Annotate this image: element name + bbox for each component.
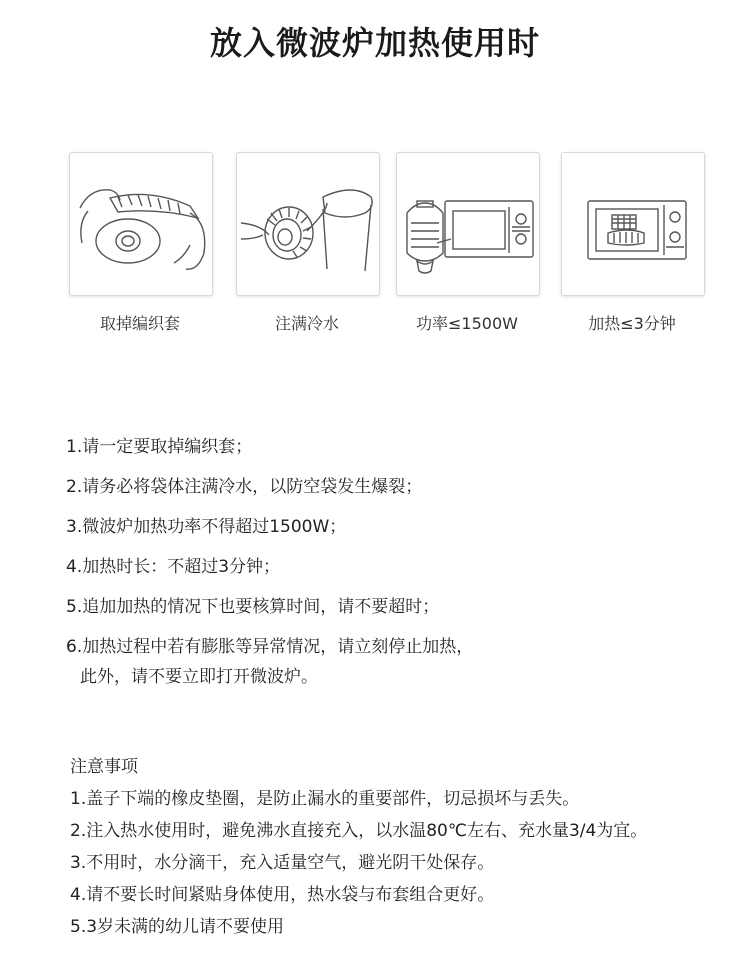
note-item: 2.注入热水使用时，避免沸水直接充入，以水温80℃左右、充水量3/4为宜。 (70, 821, 648, 841)
fill-cold-water-icon (237, 153, 379, 295)
card-caption: 注满冷水 (274, 314, 339, 333)
card-caption: 取掉编织套 (99, 314, 180, 333)
card-power (396, 152, 540, 296)
note-item: 5.3岁未满的幼儿请不要使用 (70, 917, 285, 937)
step-item: 1.请一定要取掉编织套； (66, 437, 253, 457)
card-caption: 加热≤3分钟 (588, 314, 676, 333)
note-item: 4.请不要长时间紧贴身体使用，热水袋与布套组合更好。 (70, 885, 495, 905)
step-item: 5.追加加热的情况下也要核算时间，请不要超时； (66, 597, 440, 617)
note-item: 1.盖子下端的橡皮垫圈，是防止漏水的重要部件，切忌损坏与丢失。 (70, 789, 580, 809)
step-item-multiline (66, 636, 726, 688)
remove-knit-cover-icon (70, 153, 212, 295)
microwave-power-icon (397, 153, 539, 295)
step-item: 2.请务必将袋体注满冷水，以防空袋发生爆裂； (66, 477, 423, 497)
note-item: 3.不用时，水分滴干，充入适量空气，避光阴干处保存。 (70, 853, 495, 873)
card-time (561, 152, 705, 296)
page-title: 放入微波炉加热使用时 (209, 24, 540, 62)
microwave-time-icon (562, 153, 704, 295)
step-item: 4.加热时长：不超过3分钟； (66, 557, 281, 577)
notes-heading: 注意事项 (70, 757, 138, 777)
usage-steps (66, 436, 726, 706)
card-remove-cover (69, 152, 213, 296)
step-item: 3.微波炉加热功率不得超过1500W； (66, 517, 347, 537)
step-line-continuation: 此外，请不要立即打开微波炉。 (80, 667, 318, 687)
card-caption: 功率≤1500W (416, 314, 518, 333)
notes-section (70, 756, 740, 948)
card-fill-water (236, 152, 380, 296)
step-line: 6.加热过程中若有膨胀等异常情况，请立刻停止加热， (66, 637, 474, 657)
